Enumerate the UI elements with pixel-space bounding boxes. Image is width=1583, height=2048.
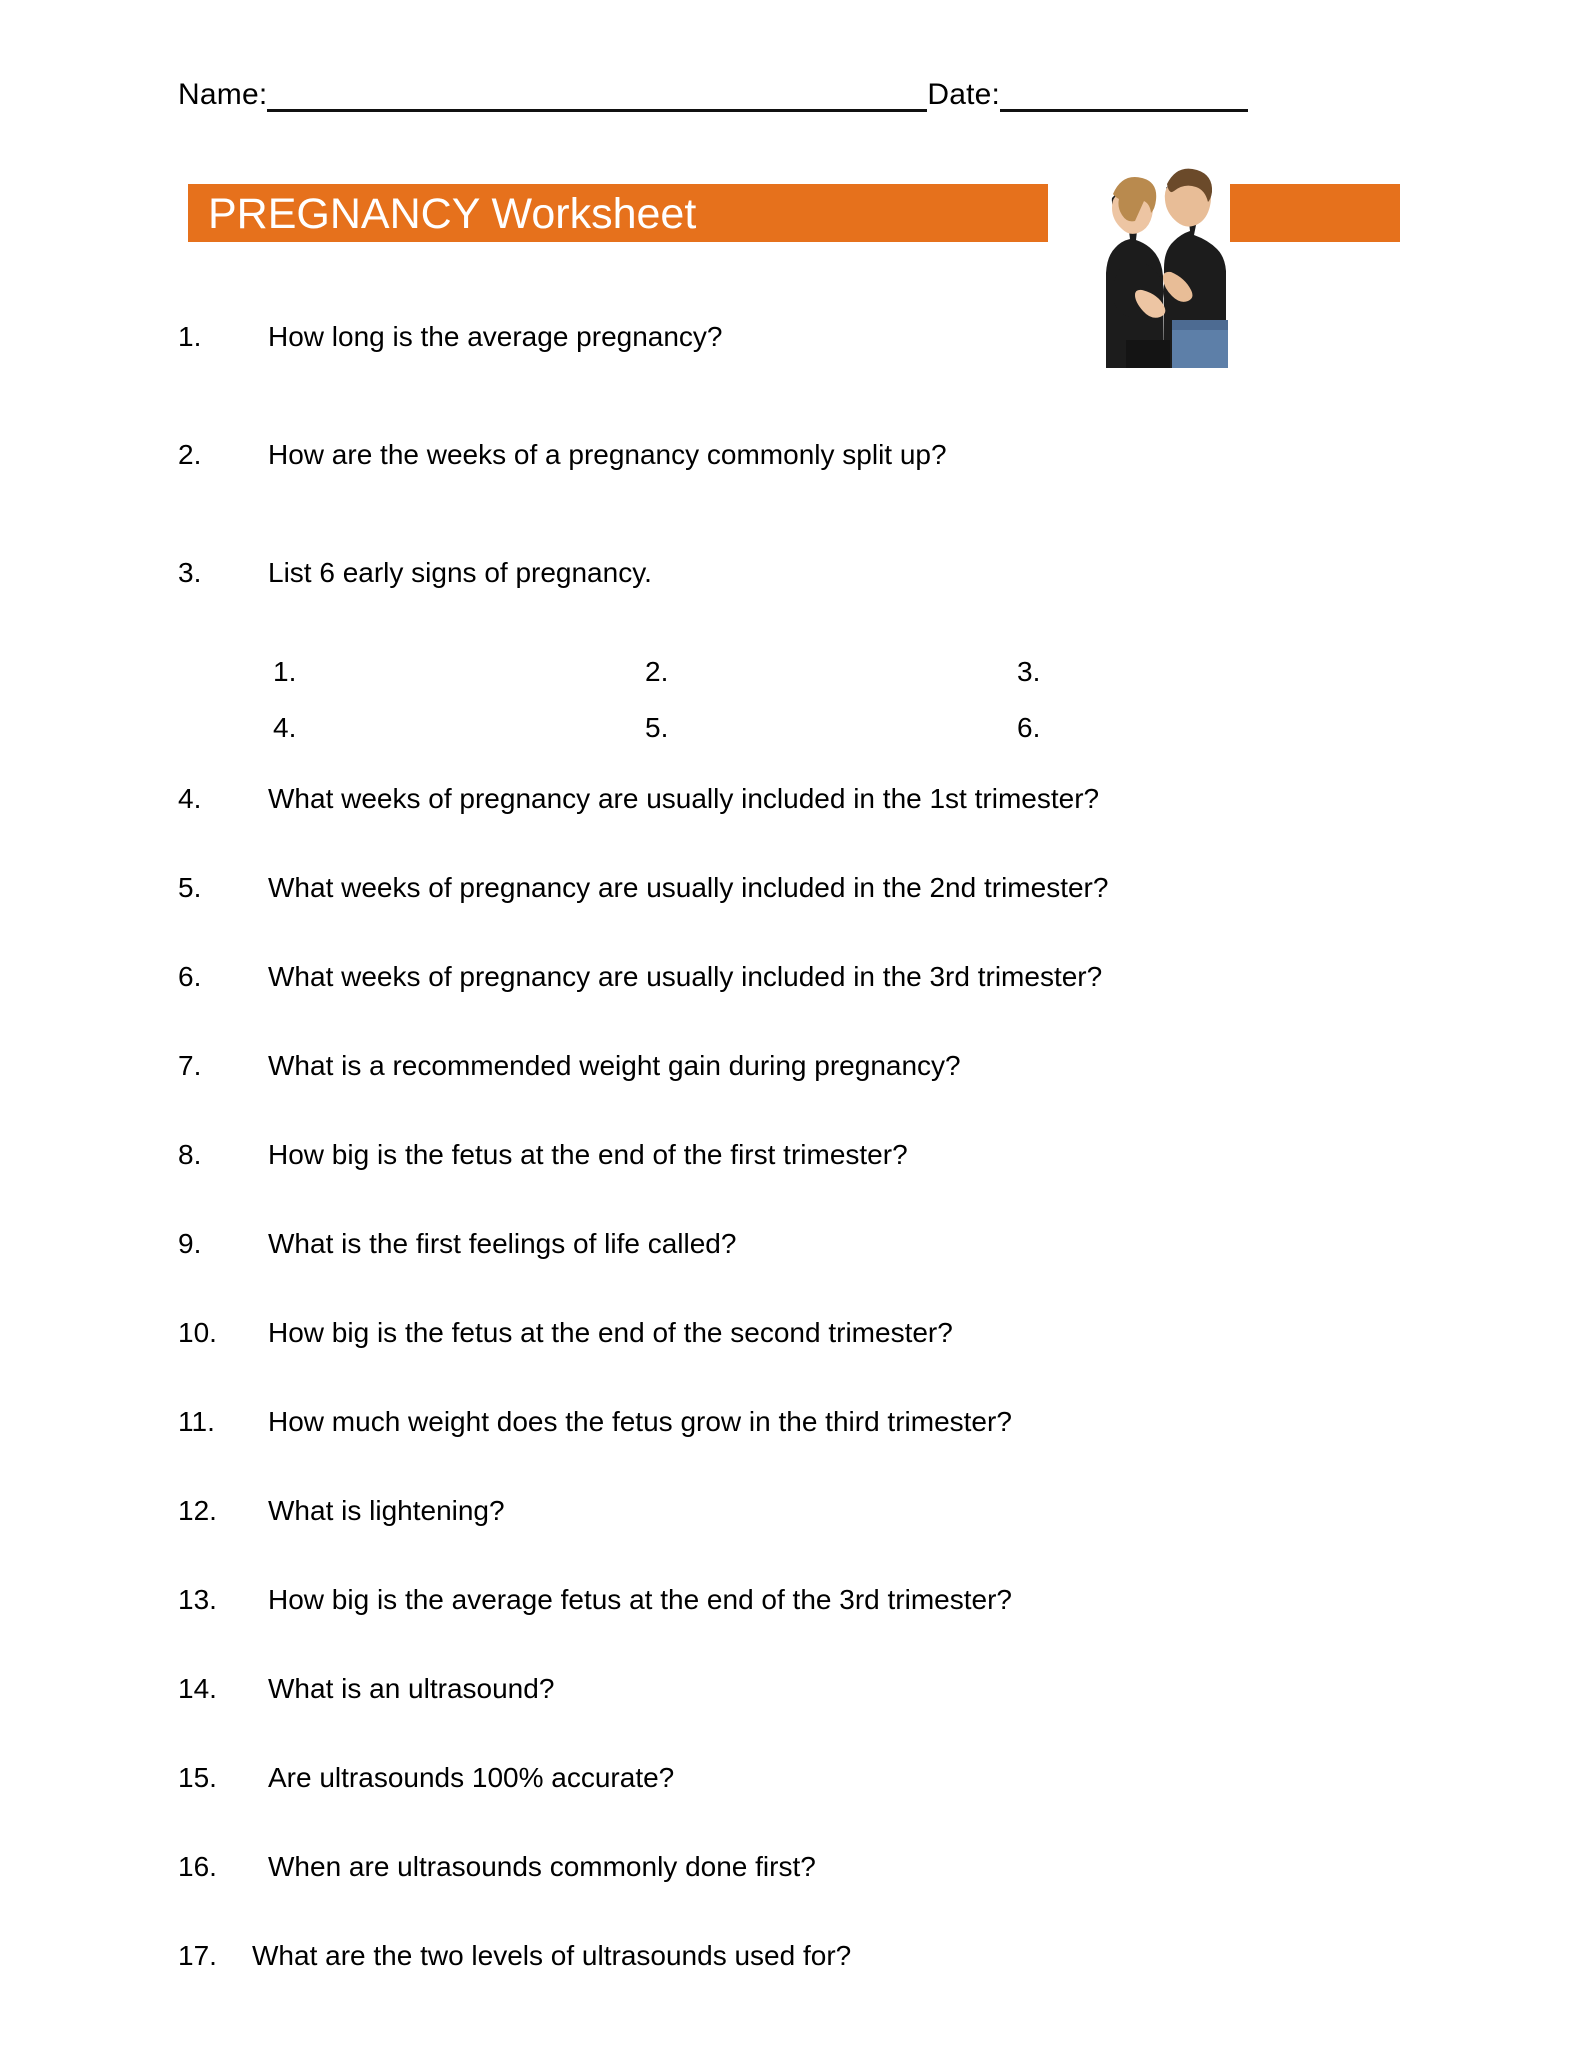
question-item: [178, 1316, 1428, 1350]
question-text: What are the two levels of ultrasounds used for?: [252, 1940, 852, 1971]
question-item: [178, 871, 1428, 905]
question-item: [178, 960, 1428, 994]
early-sign-blank[interactable]: 1.: [273, 656, 297, 687]
answer-space: [178, 354, 1428, 438]
question-item: [178, 438, 1428, 472]
question-text: When are ultrasounds commonly done first?: [268, 1851, 816, 1882]
early-signs-row: [273, 655, 1173, 711]
answer-space: [178, 1528, 1428, 1583]
answer-space: [178, 994, 1428, 1049]
question-text: How long is the average pregnancy?: [268, 321, 723, 352]
question-number: 8.: [178, 1139, 202, 1170]
answer-space: [178, 1350, 1428, 1405]
answer-space: [178, 905, 1428, 960]
question-text: List 6 early signs of pregnancy.: [268, 557, 652, 588]
question-item: [178, 1583, 1428, 1617]
question-number: 5.: [178, 872, 202, 903]
page-title: PREGNANCY Worksheet: [208, 190, 697, 238]
question-item: [178, 1672, 1428, 1706]
question-number: 4.: [178, 783, 202, 814]
question-item: [178, 1761, 1428, 1795]
question-text: What is a recommended weight gain during pregnancy?: [268, 1050, 961, 1081]
question-number: 3.: [178, 557, 202, 588]
question-number: 7.: [178, 1050, 202, 1081]
question-number: 17.: [178, 1940, 217, 1971]
early-sign-blank[interactable]: 4.: [273, 712, 297, 743]
question-number: 13.: [178, 1584, 217, 1615]
question-number: 16.: [178, 1851, 217, 1882]
name-input-rule[interactable]: [267, 79, 927, 112]
name-date-row: [178, 62, 1378, 112]
answer-space: [178, 1172, 1428, 1227]
question-text: How big is the average fetus at the end of the 3rd trimester?: [268, 1584, 1012, 1615]
answer-space: [178, 1439, 1428, 1494]
question-text: How big is the fetus at the end of the second trimester?: [268, 1317, 953, 1348]
answer-space: [178, 1617, 1428, 1672]
answer-space: [178, 472, 1428, 556]
question-item: [178, 556, 1428, 590]
question-text: What is lightening?: [268, 1495, 505, 1526]
question-number: 14.: [178, 1673, 217, 1704]
question-number: 1.: [178, 321, 202, 352]
question-text: What weeks of pregnancy are usually included in the 2nd trimester?: [268, 872, 1109, 903]
question-item: [178, 782, 1428, 816]
early-sign-blank[interactable]: 6.: [1017, 712, 1041, 743]
question-item: [178, 1049, 1428, 1083]
answer-space: [178, 816, 1428, 871]
question-number: 2.: [178, 439, 202, 470]
question-number: 9.: [178, 1228, 202, 1259]
question-item: [178, 1494, 1428, 1528]
question-text: What weeks of pregnancy are usually included in the 3rd trimester?: [268, 961, 1103, 992]
question-number: 12.: [178, 1495, 217, 1526]
answer-space: [178, 1884, 1428, 1939]
answer-space: [178, 1706, 1428, 1761]
name-label: Name:: [178, 78, 268, 111]
date-label: Date:: [927, 78, 1001, 111]
question-text: What is an ultrasound?: [268, 1673, 555, 1704]
question-text: Are ultrasounds 100% accurate?: [268, 1762, 675, 1793]
question-item: [178, 1939, 1428, 1973]
question-list: [178, 320, 1428, 1973]
question-item: [178, 1405, 1428, 1439]
early-signs-grid: [273, 655, 1173, 767]
question-number: 15.: [178, 1762, 217, 1793]
question-item: [178, 1227, 1428, 1261]
question-item: [178, 1850, 1428, 1884]
early-sign-blank[interactable]: 5.: [645, 712, 669, 743]
early-sign-blank[interactable]: 3.: [1017, 656, 1041, 687]
question-number: 10.: [178, 1317, 217, 1348]
early-signs-row: [273, 711, 1173, 767]
answer-space: [178, 1795, 1428, 1850]
question-item: [178, 320, 1428, 354]
question-text: How big is the fetus at the end of the first trimester?: [268, 1139, 908, 1170]
date-input-rule[interactable]: [1000, 79, 1248, 112]
question-text: What is the first feelings of life called?: [268, 1228, 737, 1259]
answer-space: [178, 1083, 1428, 1138]
question-item: [178, 1138, 1428, 1172]
question-number: 11.: [178, 1406, 215, 1437]
question-text: How are the weeks of a pregnancy commonly split up?: [268, 439, 947, 470]
question-number: 6.: [178, 961, 202, 992]
question-text: How much weight does the fetus grow in the third trimester?: [268, 1406, 1012, 1437]
early-sign-blank[interactable]: 2.: [645, 656, 669, 687]
answer-space: [178, 1261, 1428, 1316]
question-text: What weeks of pregnancy are usually included in the 1st trimester?: [268, 783, 1100, 814]
